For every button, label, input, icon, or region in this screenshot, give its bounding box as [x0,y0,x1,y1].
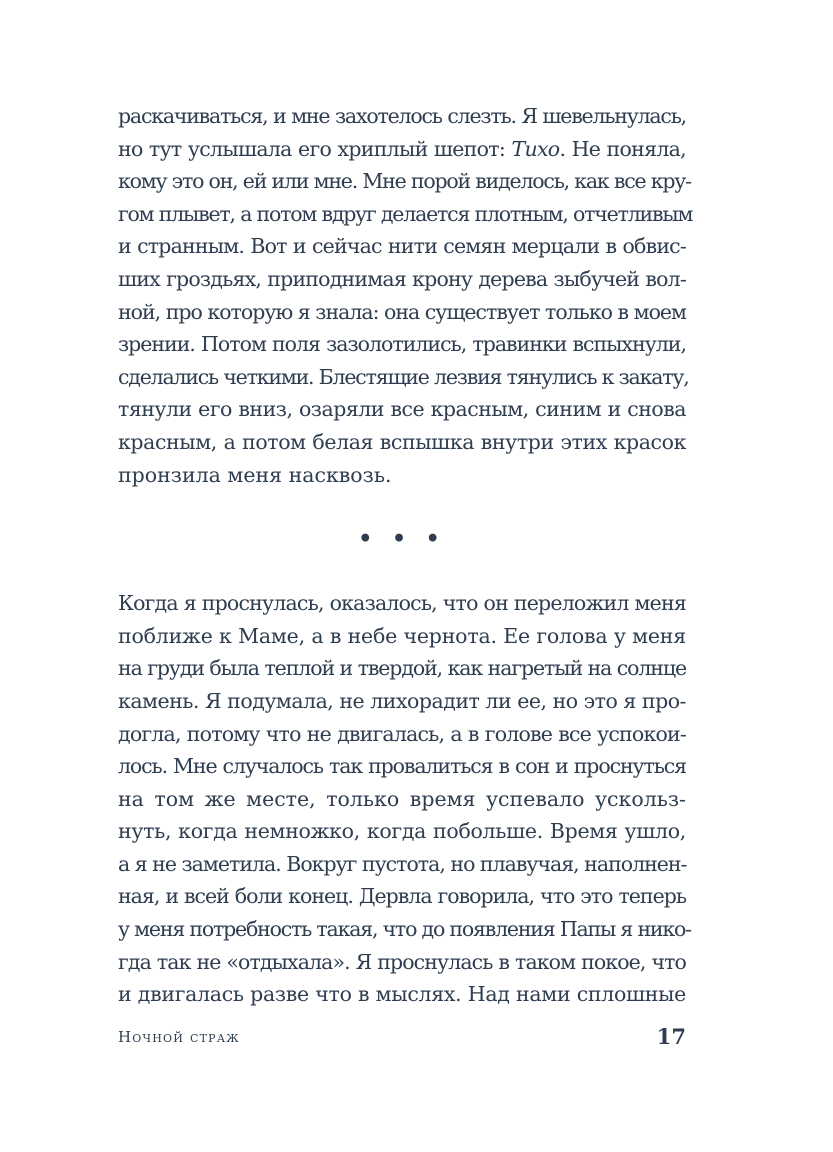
text-line: красным, а потом белая вспышка внутри этих красок [118,429,686,454]
text-line: поближе к Маме, а в небе чернота. Ее голова у меня [118,623,686,648]
text-line: гом плывет, а потом вдруг делается плотным, отчетливым [118,201,693,226]
text-line: ших гроздьях, приподнимая крону дерева зыбучей вол- [118,266,686,291]
text-line: пронзила меня насквозь. [118,462,392,487]
text-line: а я не заметила. Вокруг пустота, но плавучая, наполнен- [118,851,687,876]
italic-word: Тихо [511,136,560,161]
text-line: на груди была теплой и твердой, как нагретый на солнце [118,656,686,681]
section-separator [118,491,686,587]
text-line: у меня потребность такая, что до появления Папы я нико- [118,917,691,942]
page-body [118,100,693,1011]
text-line: сделались четкими. Блестящие лезвия тянулись к закату, [118,364,689,389]
text-line [118,133,686,166]
text-line: камень. Я подумала, не лихорадит ли ее, но это я про- [118,688,686,713]
page-footer [118,1024,686,1058]
text-line: раскачиваться, и мне захотелось слезть. Я шевельнулась, [118,104,686,128]
separator-dots: • • • [358,526,446,553]
text-line: тянули его вниз, озаряли все красным, синим и снова [118,397,686,422]
text-line: кому это он, ей или мне. Мне порой виделось, как все кру- [118,169,691,194]
text-line: и двигалась разве что в мыслях. Над нами сплошные [118,982,686,1007]
text-line: гда так не «отдыхала». Я проснулась в таком покое, что [118,949,686,974]
text-line: ной, про которую я знала: она существует только в моем [118,299,686,324]
text-line: ная, и всей боли конец. Дервла говорила, что это теперь [118,884,686,909]
text-line: догла, потому что не двигалась, а в голове все успокои- [118,721,686,746]
text-line: Когда я проснулась, оказалось, что он переложил меня [118,591,686,616]
running-head: Ночной страж [118,1028,240,1046]
text-line: лось. Мне случалось так провалиться в сон и проснуться [118,754,686,779]
text-line: и странным. Вот и сейчас нити семян мерцали в обвис- [118,234,686,259]
paragraph-1 [118,100,693,491]
page-number: 17 [656,1024,686,1049]
text-segment: . Не поняла, [559,136,686,161]
text-line: нуть, когда немножко, когда побольше. Время ушло, [118,819,686,844]
paragraph-2 [118,587,691,1011]
text-line: зрении. Потом поля зазолотились, травинки вспыхнули, [118,332,686,357]
text-segment: но тут услышала его хриплый шепот: [118,136,512,161]
text-line: на том же месте, только время успевало ускольз- [118,786,686,811]
